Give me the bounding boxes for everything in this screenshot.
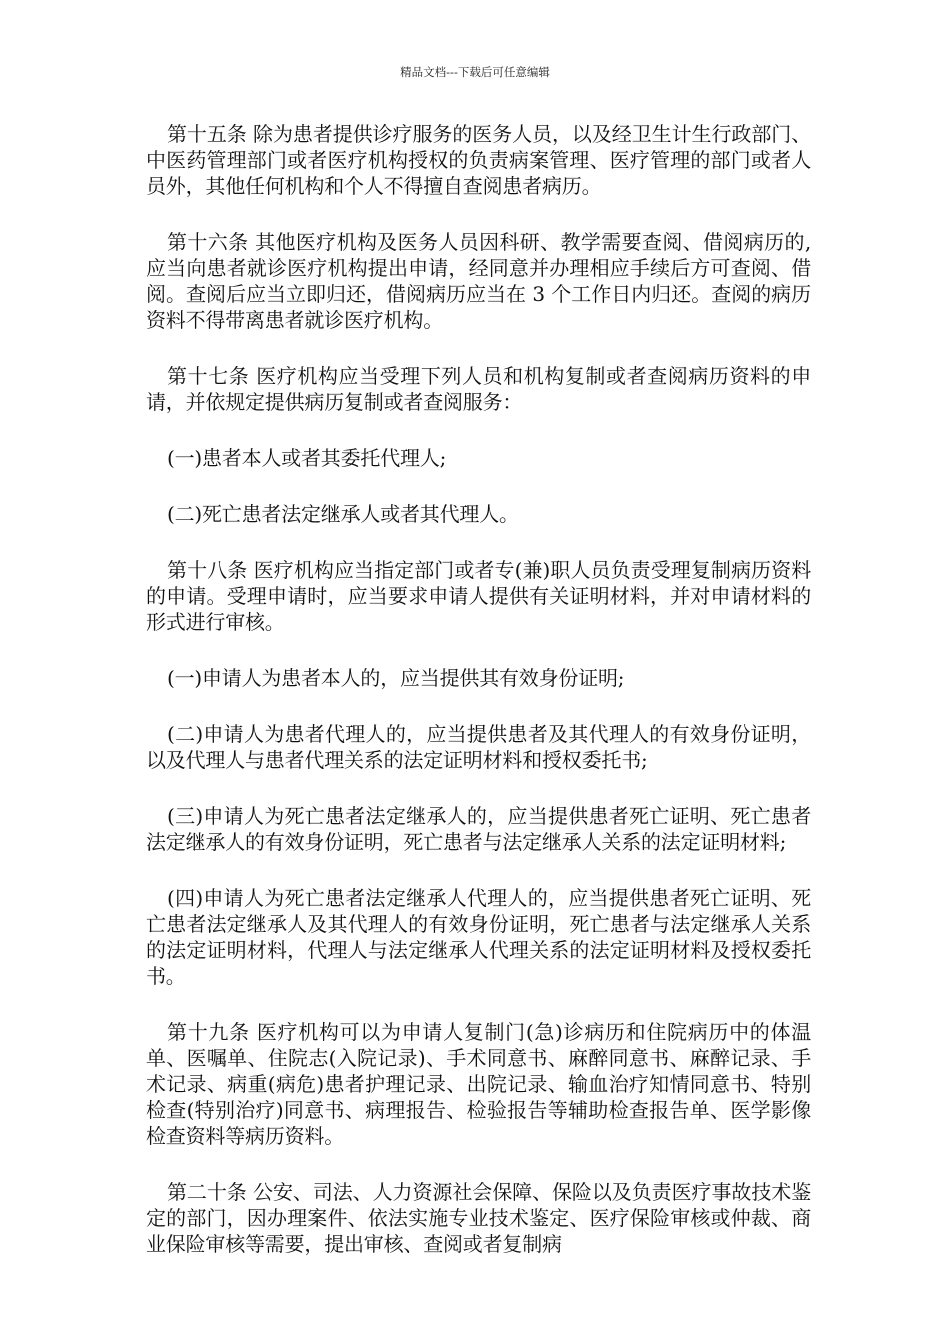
article-17-paragraph: 第十七条 医疗机构应当受理下列人员和机构复制或者查阅病历资料的申请，并依规定提供病历复制或者查阅服务： — [146, 364, 811, 414]
article-19-paragraph: 第十九条 医疗机构可以为申请人复制门(急)诊病历和住院病历中的体温单、医嘱单、住院志(入院记录)、手术同意书、麻醉同意书、麻醉记录、手术记录、病重(病危)患者护理记录、出院记录、输血治疗知情同意书、特别检查(特别治疗)同意书、病理报告、检验报告等辅助检查报告单、医学影像检查资料等病历资料。 — [146, 1020, 811, 1148]
article-20-paragraph: 第二十条 公安、司法、人力资源社会保障、保险以及负责医疗事故技术鉴定的部门，因办理案件、依法实施专业技术鉴定、医疗保险审核或仲裁、商业保险审核等需要，提出审核、查阅或者复制病 — [146, 1180, 811, 1256]
article-18-item-3: (三)申请人为死亡患者法定继承人的，应当提供患者死亡证明、死亡患者法定继承人的有效身份证明，死亡患者与法定继承人关系的法定证明材料; — [146, 804, 811, 854]
article-17-item-2: (二)死亡患者法定继承人或者其代理人。 — [167, 502, 519, 526]
document-header: 精品文档---下载后可任意编辑 — [400, 65, 550, 79]
article-18-item-4: (四)申请人为死亡患者法定继承人代理人的，应当提供患者死亡证明、死亡患者法定继承人及其代理人的有效身份证明，死亡患者与法定继承人关系的法定证明材料，代理人与法定继承人代理关系的法定证明材料及授权委托书。 — [146, 886, 811, 988]
article-17-item-1: (一)患者本人或者其委托代理人; — [167, 446, 447, 470]
article-18-item-1: (一)申请人为患者本人的，应当提供其有效身份证明; — [167, 666, 625, 690]
article-18-paragraph: 第十八条 医疗机构应当指定部门或者专(兼)职人员负责受理复制病历资料的申请。受理申请时，应当要求申请人提供有关证明材料，并对申请材料的形式进行审核。 — [146, 558, 811, 634]
article-18-item-2: (二)申请人为患者代理人的，应当提供患者及其代理人的有效身份证明，以及代理人与患者代理关系的法定证明材料和授权委托书; — [146, 722, 811, 772]
article-15-paragraph: 第十五条 除为患者提供诊疗服务的医务人员，以及经卫生计生行政部门、中医药管理部门或者医疗机构授权的负责病案管理、医疗管理的部门或者人员外，其他任何机构和个人不得擅自查阅患者病历。 — [146, 122, 811, 198]
article-16-paragraph: 第十六条 其他医疗机构及医务人员因科研、教学需要查阅、借阅病历的,应当向患者就诊医疗机构提出申请，经同意并办理相应手续后方可查阅、借阅。查阅后应当立即归还，借阅病历应当在 3 个工作日内归还。查阅的病历资料不得带离患者就诊医疗机构。 — [146, 230, 811, 332]
document-body — [146, 121, 811, 1287]
